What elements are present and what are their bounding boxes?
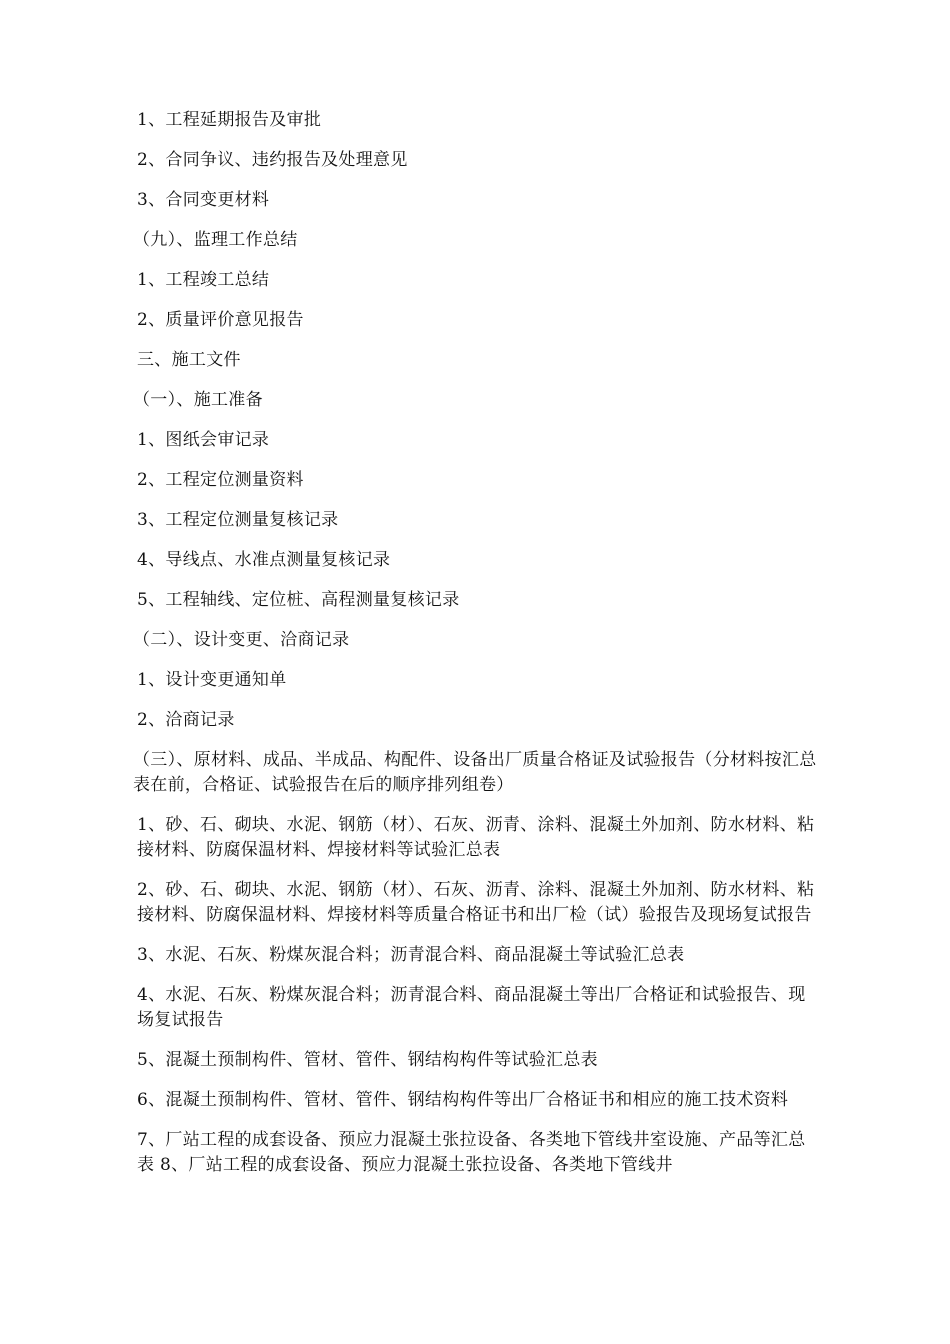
heading-construction-documents: 三、施工文件 bbox=[137, 350, 241, 370]
item-design-change-notice: 1、设计变更通知单 bbox=[137, 670, 287, 690]
document-page bbox=[133, 108, 817, 1193]
item-mixture-test-summary: 3、水泥、石灰、粉煤灰混合料；沥青混合料、商品混凝土等试验汇总表 bbox=[137, 945, 685, 965]
item-positioning-survey: 2、工程定位测量资料 bbox=[137, 470, 304, 490]
item-precast-test-summary: 5、混凝土预制构件、管材、管件、钢结构构件等试验汇总表 bbox=[137, 1050, 598, 1070]
section-design-change: （二）、设计变更、洽商记录 bbox=[133, 630, 350, 650]
item-contract-dispute: 2、合同争议、违约报告及处理意见 bbox=[137, 150, 408, 170]
item-completion-summary: 1、工程竣工总结 bbox=[137, 270, 270, 290]
item-quality-evaluation: 2、质量评价意见报告 bbox=[137, 310, 304, 330]
item-mixture-certificates: 4、水泥、石灰、粉煤灰混合料；沥青混合料、商品混凝土等出厂合格证和试验报告、现场复试报告 bbox=[137, 985, 806, 1030]
item-extension-report: 1、工程延期报告及审批 bbox=[137, 110, 322, 130]
item-materials-test-summary: 1、砂、石、砌块、水泥、钢筋（材）、石灰、沥青、涂料、混凝土外加剂、防水材料、粘接材料、防腐保温材料、焊接材料等试验汇总表 bbox=[137, 815, 815, 860]
section-supervision-summary: （九）、监理工作总结 bbox=[133, 230, 298, 250]
item-precast-certificates: 6、混凝土预制构件、管材、管件、钢结构构件等出厂合格证书和相应的施工技术资料 bbox=[137, 1090, 789, 1110]
item-traverse-benchmark: 4、导线点、水准点测量复核记录 bbox=[137, 550, 391, 570]
section-construction-preparation: （一）、施工准备 bbox=[133, 390, 263, 410]
item-positioning-recheck: 3、工程定位测量复核记录 bbox=[137, 510, 339, 530]
section-materials-certificates: （三）、原材料、成品、半成品、构配件、设备出厂质量合格证及试验报告（分材料按汇总表在前，合格证、试验报告在后的顺序排列组卷） bbox=[133, 750, 817, 795]
item-materials-certificates: 2、砂、石、砌块、水泥、钢筋（材）、石灰、沥青、涂料、混凝土外加剂、防水材料、粘接材料、防腐保温材料、焊接材料等质量合格证书和出厂检（试）验报告及现场复试报告 bbox=[137, 880, 815, 925]
item-plant-equipment-summary: 7、厂站工程的成套设备、预应力混凝土张拉设备、各类地下管线井室设施、产品等汇总表 8、厂站工程的成套设备、预应力混凝土张拉设备、各类地下管线井 bbox=[137, 1130, 806, 1175]
item-contract-change: 3、合同变更材料 bbox=[137, 190, 270, 210]
item-axis-elevation: 5、工程轴线、定位桩、高程测量复核记录 bbox=[137, 590, 460, 610]
item-drawing-review: 1、图纸会审记录 bbox=[137, 430, 270, 450]
item-negotiation-record: 2、洽商记录 bbox=[137, 710, 235, 730]
